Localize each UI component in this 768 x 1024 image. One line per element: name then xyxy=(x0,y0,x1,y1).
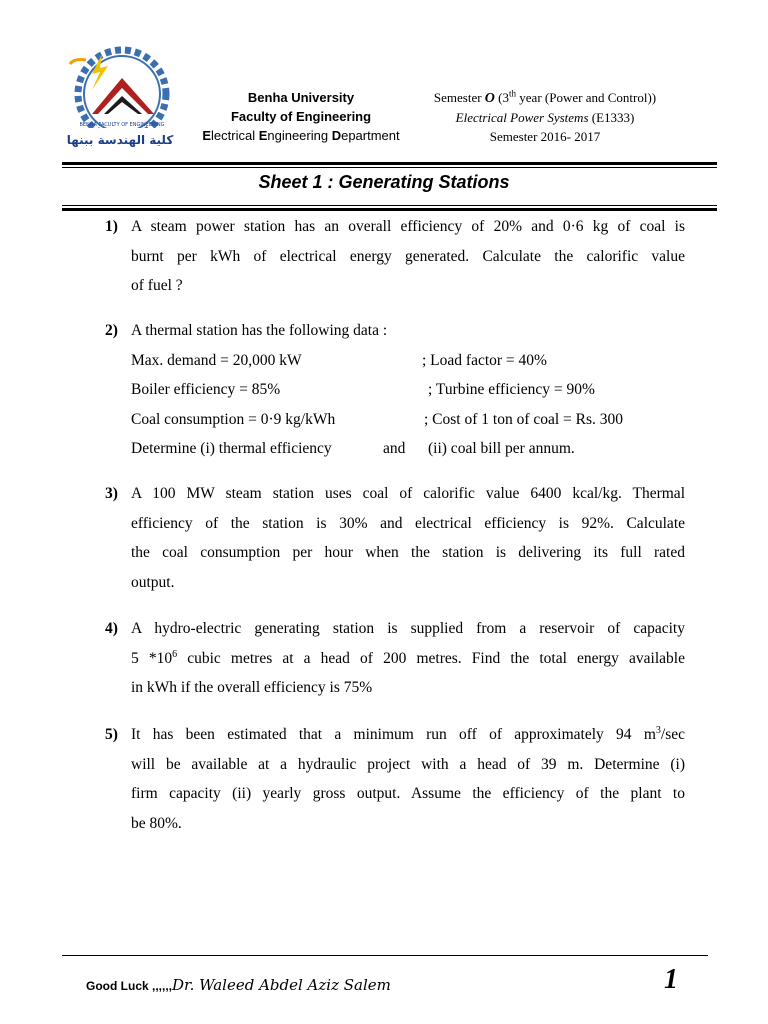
question-line: It has been estimated that a minimum run off of approximately 94 $m^3/\sec$ xyxy=(131,724,685,743)
question-line: be 80%. xyxy=(131,814,182,832)
question-5 xyxy=(105,720,685,838)
sun-icon xyxy=(70,60,86,65)
data-row: Boiler efficiency = 85% ; Turbine efficiency = 90% xyxy=(131,381,595,398)
sheet-title: Sheet 1 : Generating Stations xyxy=(258,172,510,192)
course-name: Electrical Power Systems xyxy=(455,110,589,125)
question-4 xyxy=(105,614,685,703)
page-number: 1 xyxy=(664,964,678,995)
question-line: 5 $*10^6$ cubic metres at a head of 200 metres. Find the total energy available xyxy=(131,648,685,667)
footer-rule xyxy=(62,955,708,956)
semester-line: Semester O (3th year (Power and Control)) xyxy=(433,88,657,106)
question-2 xyxy=(105,316,685,464)
faculty-name: Faculty of Engineering xyxy=(230,109,372,124)
header-course xyxy=(395,88,695,146)
department-name: Electrical Engineering Department xyxy=(202,128,400,143)
data-row: Max. demand = 20,000 kW ; Load factor = 40% xyxy=(131,351,547,369)
course-line xyxy=(395,108,695,127)
determine-row: Determine (i) thermal efficiency and (ii) coal bill per annum. xyxy=(131,440,575,457)
title-rule-thick xyxy=(62,208,717,211)
semester-years: Semester 2016- 2017 xyxy=(489,129,601,144)
question-line: the coal consumption per hour when the station is delivering its full rated xyxy=(131,544,685,561)
data-row: Coal consumption = 0·9 kg/kWh ; Cost of 1 ton of coal = Rs. 300 xyxy=(131,410,624,428)
header-institution xyxy=(186,88,416,145)
header-rule-thick xyxy=(62,162,717,165)
question-line: efficiency of the station is 30% and electrical efficiency is 92%. Calculate xyxy=(131,514,685,532)
question-line: of fuel ? xyxy=(131,277,183,294)
question-line: A steam power station has an overall efficiency of 20% and 0·6 kg of coal is xyxy=(131,218,685,235)
course-code: (E1333) xyxy=(591,110,635,125)
question-line: A hydro-electric generating station is supplied from a reservoir of capacity xyxy=(131,620,685,637)
author-name: Dr. Waleed Abdel Aziz Salem xyxy=(172,976,391,994)
question-line: burnt per kWh of electrical energy generated. Calculate the calorific value xyxy=(131,247,685,265)
title-rule-thin xyxy=(62,205,717,206)
footer-signature xyxy=(86,976,391,994)
university-name: Benha University xyxy=(247,90,355,105)
question-1 xyxy=(105,212,685,301)
question-line: firm capacity (ii) yearly gross output. Assume the efficiency of the plant to xyxy=(131,785,685,802)
question-line: A thermal station has the following data : xyxy=(131,322,388,339)
question-number: 5) xyxy=(105,726,118,743)
semester-symbol: O xyxy=(484,91,495,106)
question-number: 1) xyxy=(105,218,118,235)
header-rule-thin xyxy=(62,167,717,168)
question-line: in kWh if the overall efficiency is 75% xyxy=(131,679,373,696)
logo-arabic-caption: كلية الهندسة ببنها xyxy=(66,133,174,147)
question-3 xyxy=(105,479,685,597)
logo-ring-text: BENHA FACULTY OF ENGINEERING xyxy=(79,122,165,128)
faculty-logo xyxy=(62,44,178,152)
question-number: 2) xyxy=(105,322,118,339)
question-number: 4) xyxy=(105,620,118,637)
question-line: will be available at a hydraulic project with a head of 39 m. Determine (i) xyxy=(131,755,685,773)
question-line: output. xyxy=(131,573,175,591)
question-number: 3) xyxy=(105,485,118,502)
good-luck-text: Good Luck ,,,,,, xyxy=(86,979,173,993)
question-line: A 100 MW steam station uses coal of calorific value 6400 kcal/kg. Thermal xyxy=(131,485,685,502)
